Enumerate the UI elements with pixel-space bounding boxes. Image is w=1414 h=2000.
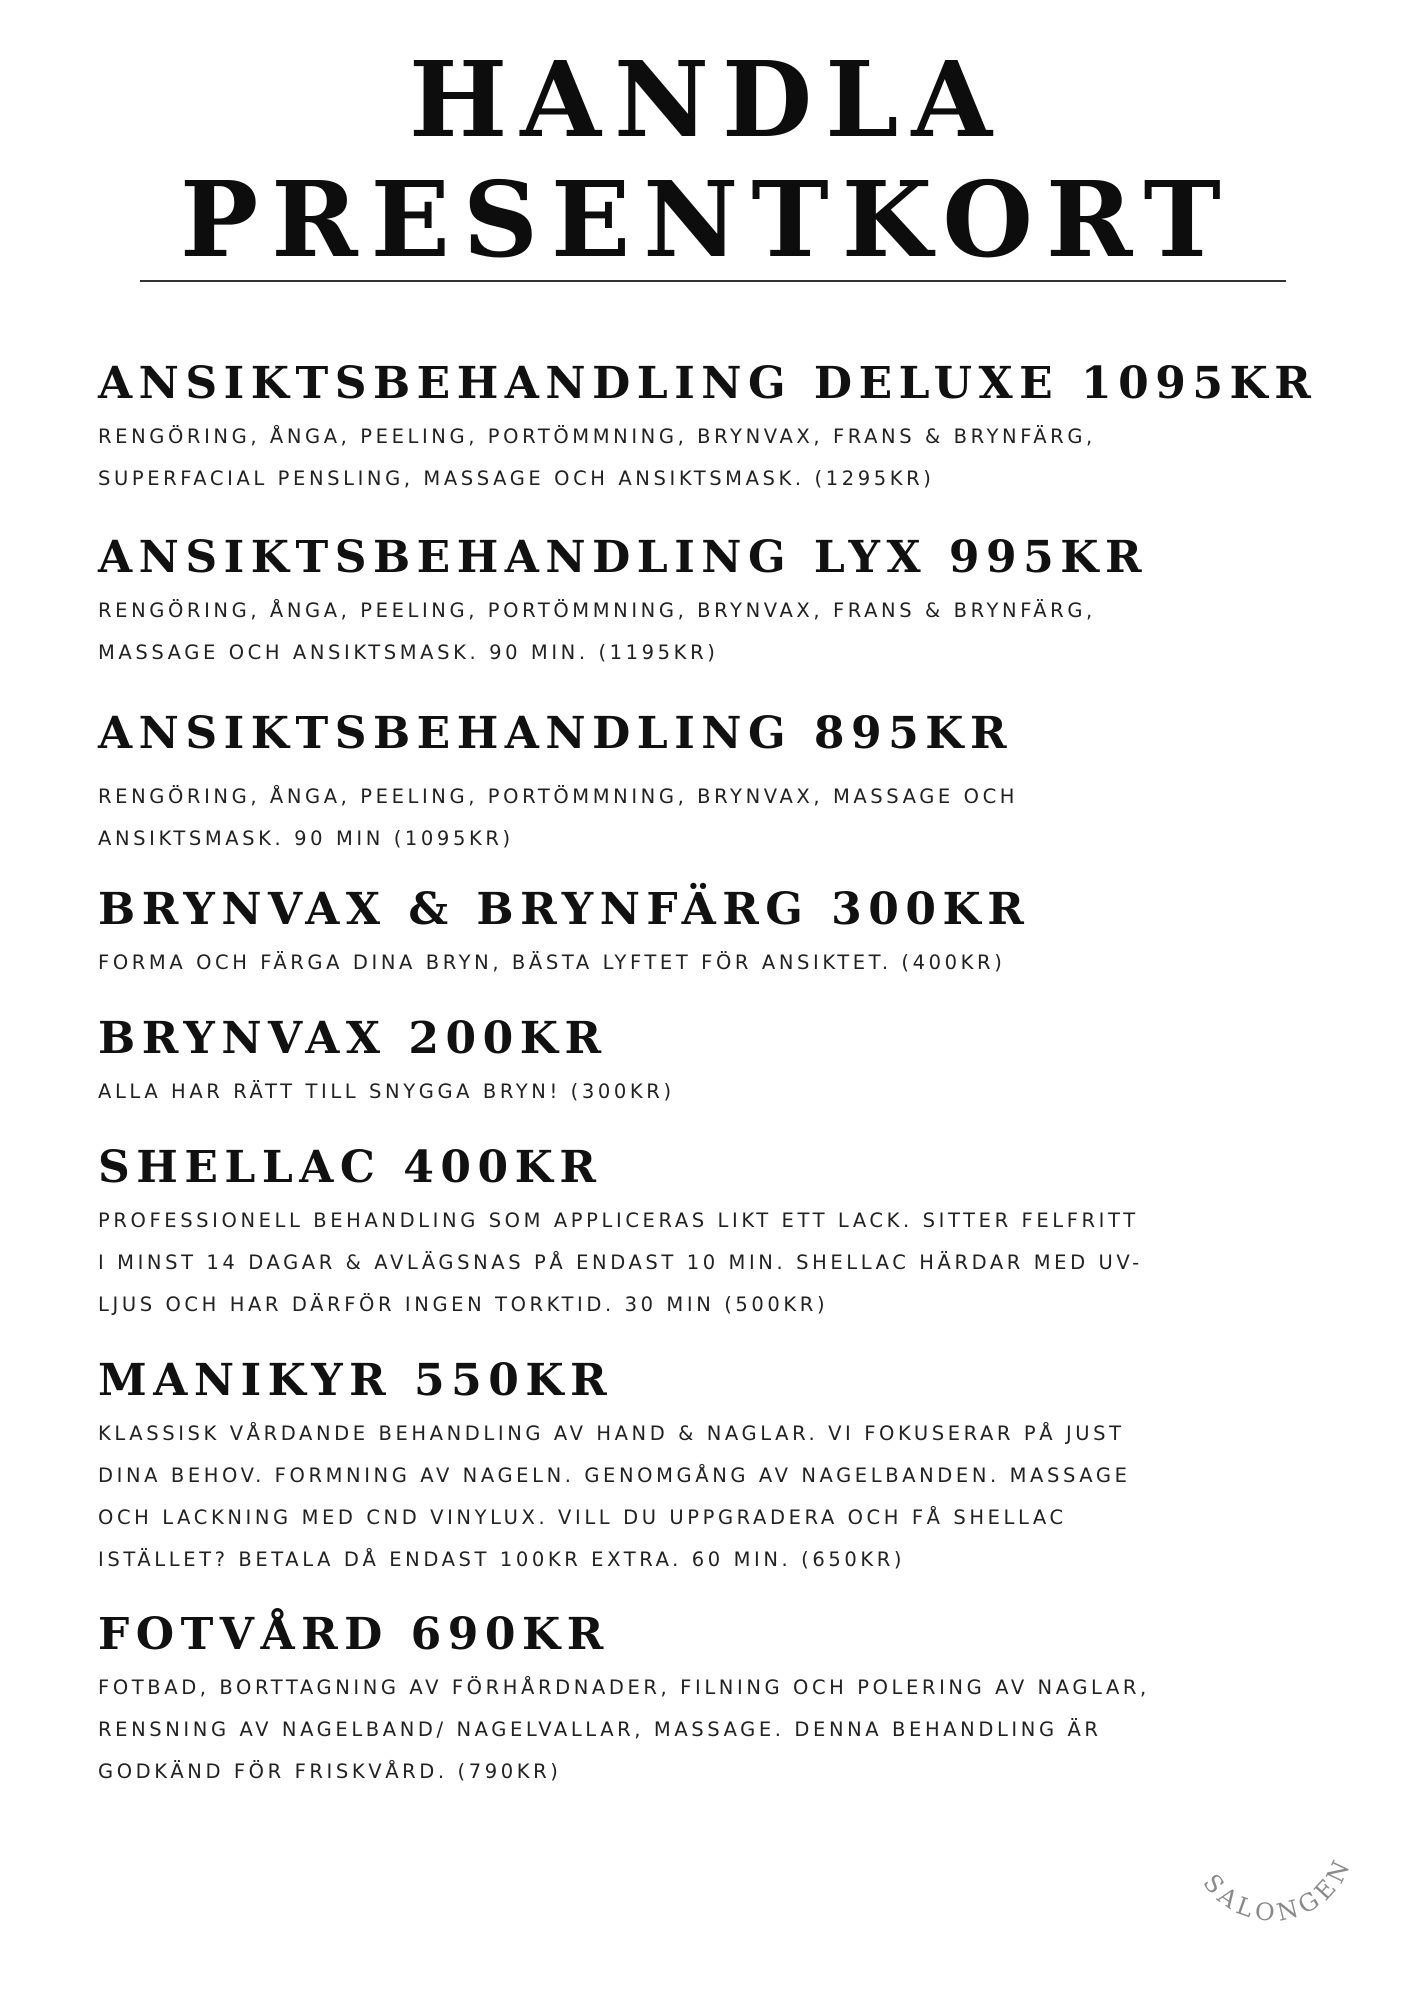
title-divider <box>140 280 1286 282</box>
service-title: BRYNVAX 200KR <box>98 1013 608 1064</box>
service-description <box>98 1200 1278 1326</box>
description-line: OCH LACKNING MED CND VINYLUX. VILL DU UPPGRADERA OCH FÅ SHELLAC <box>98 1506 1067 1529</box>
description-line: LJUS OCH HAR DÄRFÖR INGEN TORKTID. 30 MIN (500KR) <box>98 1293 829 1316</box>
description-line: I MINST 14 DAGAR & AVLÄGSNAS PÅ ENDAST 10 MIN. SHELLAC HÄRDAR MED UV- <box>98 1251 1143 1274</box>
service-description <box>98 1071 1278 1113</box>
description-line: SUPERFACIAL PENSLING, MASSAGE OCH ANSIKTSMASK. (1295KR) <box>98 467 935 490</box>
service-item-fotvard <box>98 1609 1328 1793</box>
description-line: RENGÖRING, ÅNGA, PEELING, PORTÖMMNING, BRYNVAX, FRANS & BRYNFÄRG, <box>98 425 1096 448</box>
service-description <box>98 942 1278 984</box>
description-line: RENSNING AV NAGELBAND/ NAGELVALLAR, MASSAGE. DENNA BEHANDLING ÄR <box>98 1718 1102 1741</box>
description-line: GODKÄND FÖR FRISKVÅRD. (790KR) <box>98 1760 562 1783</box>
service-title: ANSIKTSBEHANDLING LYX 995KR <box>98 532 1149 583</box>
service-description <box>98 776 1278 860</box>
description-line: ISTÄLLET? BETALA DÅ ENDAST 100KR EXTRA. 60 MIN. (650KR) <box>98 1548 906 1571</box>
page-title-line-2: PRESENTKORT <box>180 158 1234 281</box>
description-line: ANSIKTSMASK. 90 MIN (1095KR) <box>98 827 514 850</box>
service-title: BRYNVAX & BRYNFÄRG 300KR <box>98 884 1031 935</box>
service-description <box>98 1413 1278 1581</box>
service-description <box>98 416 1278 500</box>
service-item-ansiktsbehandling-lyx <box>98 532 1328 674</box>
service-item-ansiktsbehandling-deluxe <box>98 358 1328 500</box>
page-title-line-1: HANDLA <box>408 38 1006 161</box>
description-line: FORMA OCH FÄRGA DINA BRYN, BÄSTA LYFTET FÖR ANSIKTET. (400KR) <box>98 951 1006 974</box>
service-title: SHELLAC 400KR <box>98 1142 603 1193</box>
description-line: RENGÖRING, ÅNGA, PEELING, PORTÖMMNING, BRYNVAX, FRANS & BRYNFÄRG, <box>98 599 1096 622</box>
service-description <box>98 1667 1278 1793</box>
description-line: PROFESSIONELL BEHANDLING SOM APPLICERAS LIKT ETT LACK. SITTER FELFRITT <box>98 1209 1139 1232</box>
description-line: RENGÖRING, ÅNGA, PEELING, PORTÖMMNING, BRYNVAX, MASSAGE OCH <box>98 785 1019 808</box>
service-title: MANIKYR 550KR <box>98 1355 614 1406</box>
description-line: KLASSISK VÅRDANDE BEHANDLING AV HAND & NAGLAR. VI FOKUSERAR PÅ JUST <box>98 1422 1125 1445</box>
description-line: MASSAGE OCH ANSIKTSMASK. 90 MIN. (1195KR) <box>98 641 719 664</box>
service-item-brynvax <box>98 1013 1328 1113</box>
service-item-ansiktsbehandling <box>98 708 1328 860</box>
service-item-shellac <box>98 1142 1328 1326</box>
service-item-manikyr <box>98 1355 1328 1581</box>
description-line: ALLA HAR RÄTT TILL SNYGGA BRYN! (300KR) <box>98 1080 675 1103</box>
logo-text <box>1198 1852 1358 1927</box>
logo-text-path: SALONGEN <box>1197 1852 1358 1927</box>
service-title: ANSIKTSBEHANDLING DELUXE 1095KR <box>98 358 1318 409</box>
service-description <box>98 590 1278 674</box>
description-line: FOTBAD, BORTTAGNING AV FÖRHÅRDNADER, FILNING OCH POLERING AV NAGLAR, <box>98 1676 1150 1699</box>
service-title: ANSIKTSBEHANDLING 895KR <box>98 708 1014 759</box>
service-title: FOTVÅRD 690KR <box>98 1609 610 1660</box>
service-item-brynvax-brynfarg <box>98 884 1328 984</box>
description-line: DINA BEHOV. FORMNING AV NAGELN. GENOMGÅNG AV NAGELBANDEN. MASSAGE <box>98 1464 1131 1487</box>
salongen-logo <box>1180 1790 1360 1950</box>
